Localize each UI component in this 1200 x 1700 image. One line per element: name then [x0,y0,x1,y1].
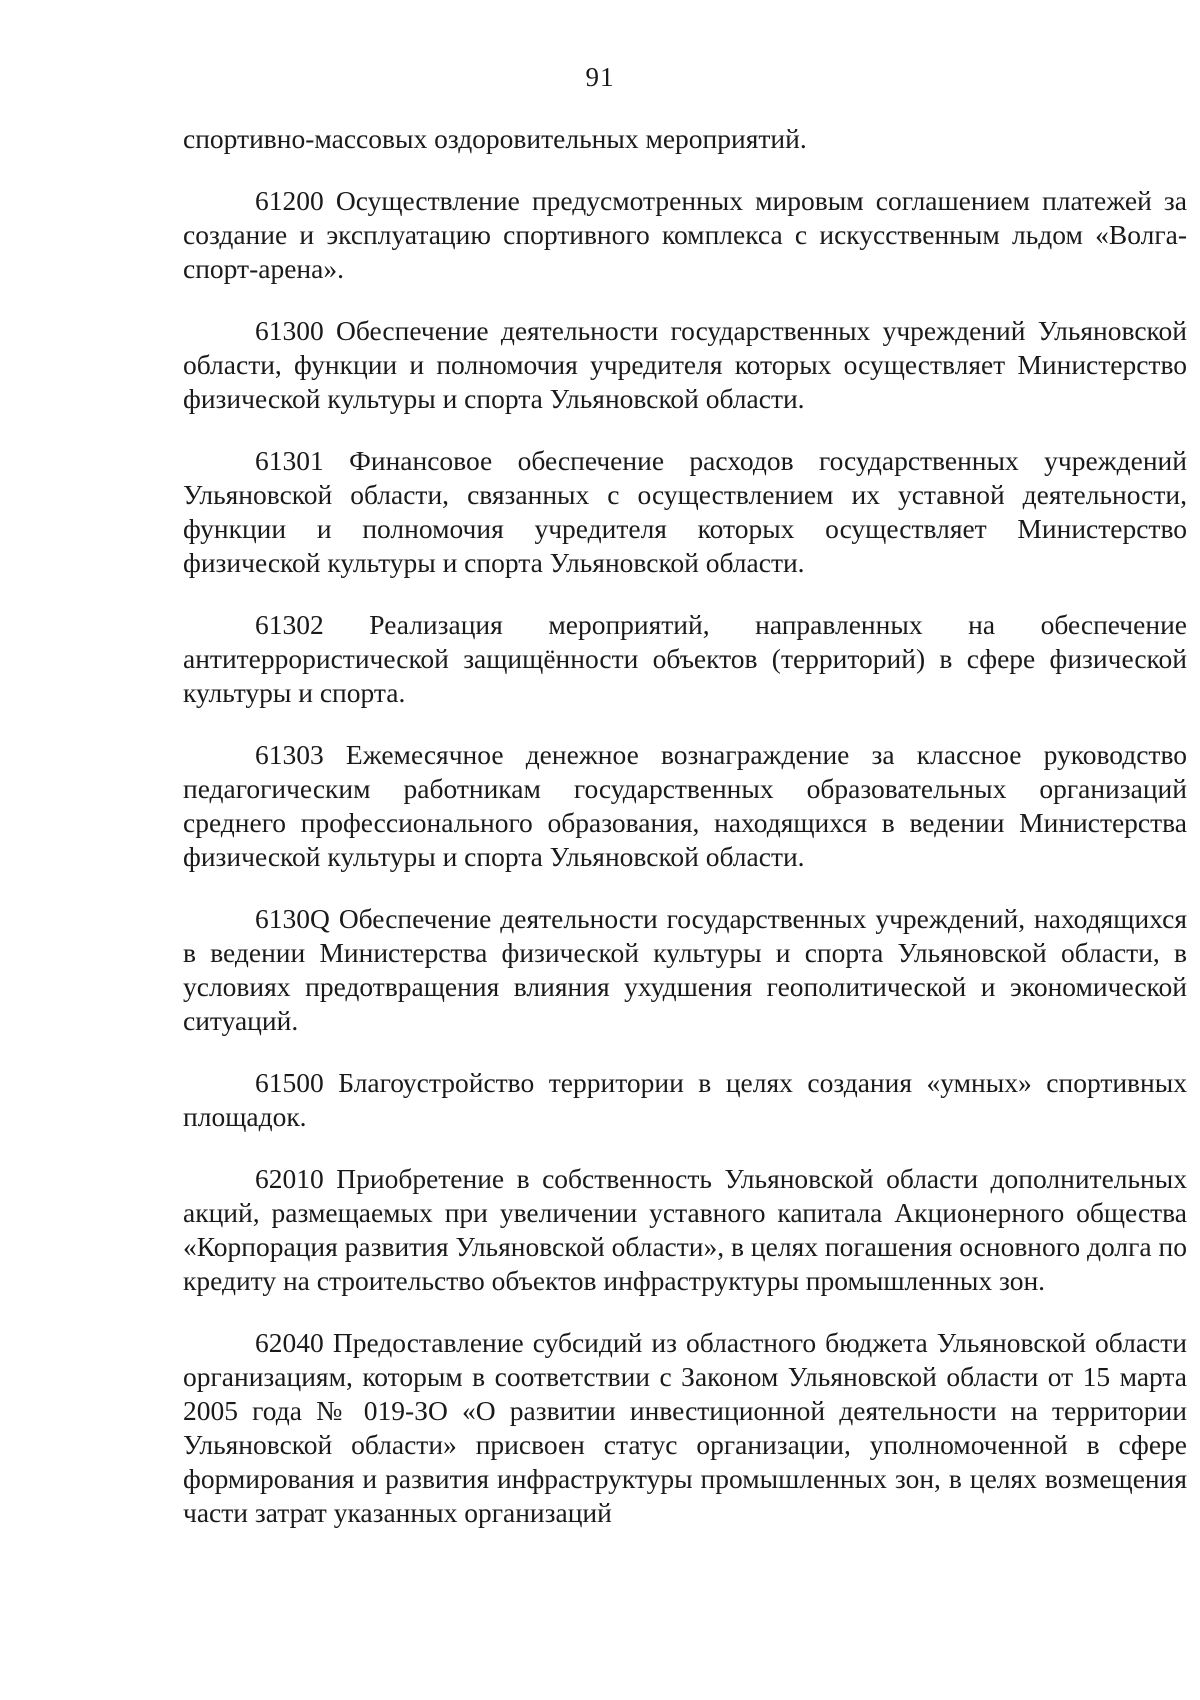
page-number: 91 [585,62,615,92]
paragraph-continuation: спортивно-массовых оздоровительных мероприятий. [183,123,807,154]
paragraph-61302: 61302 Реализация мероприятий, направленных на обеспечение антитеррористической защищённости объектов (территорий) в сфере физической культуры и спорта. [183,609,1187,708]
paragraph-61500: 61500 Благоустройство территории в целях создания «умных» спортивных площадок. [183,1067,1187,1132]
paragraph-62040: 62040 Предоставление субсидий из областного бюджета Ульяновской области организациям, которым в соответствии с Законом Ульяновской области от 15 марта 2005 года № 019-ЗО «О развитии инвестиционной деятельности на территории Ульяновской области» присвоен статус организации, уполномоченной в сфере формирования и развития инфраструктуры промышленных зон, в целях возмещения части затрат указанных организаций [183,1327,1187,1528]
paragraph-61303: 61303 Ежемесячное денежное вознаграждение за классное руководство педагогическим работникам государственных образовательных организаций среднего профессионального образования, находящихся в ведении Министерства физической культуры и спорта Ульяновской области. [183,739,1187,872]
document-body [183,122,1187,1530]
paragraph-61200: 61200 Осуществление предусмотренных мировым соглашением платежей за создание и эксплуатацию спортивного комплекса с искусственным льдом «Волга-спорт-арена». [183,185,1187,284]
paragraph-62010: 62010 Приобретение в собственность Ульяновской области дополнительных акций, размещаемых при увеличении уставного капитала Акционерного общества «Корпорация развития Ульяновской области», в целях погашения основного долга по кредиту на строительство объектов инфраструктуры промышленных зон. [183,1163,1187,1296]
paragraph-61301: 61301 Финансовое обеспечение расходов государственных учреждений Ульяновской области, связанных с осуществлением их уставной деятельности, функции и полномочия учредителя которых осуществляет Министерство физической культуры и спорта Ульяновской области. [183,445,1187,578]
paragraph-61300: 61300 Обеспечение деятельности государственных учреждений Ульяновской области, функции и полномочия учредителя которых осуществляет Министерство физической культуры и спорта Ульяновской области. [183,315,1187,414]
paragraph-6130q: 6130Q Обеспечение деятельности государственных учреждений, находящихся в ведении Министерства физической культуры и спорта Ульяновской области, в условиях предотвращения влияния ухудшения геополитической и экономической ситуаций. [183,903,1187,1036]
